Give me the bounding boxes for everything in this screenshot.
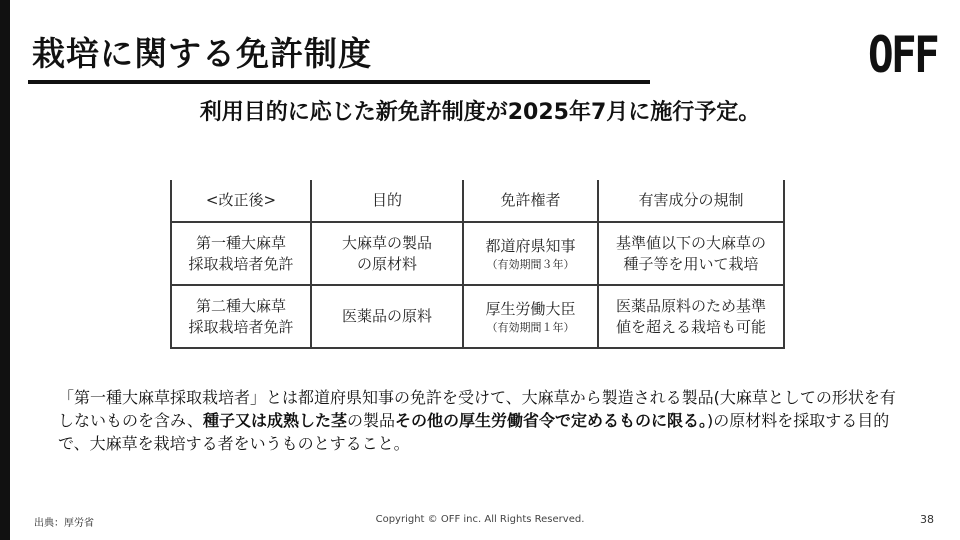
row-authority [463,222,598,285]
regulation-line2: 種子等を用いて栽培 [623,254,759,273]
row-license-name [171,285,311,348]
authority-note: （有効期間１年） [486,320,575,334]
authority: 厚生労働大臣 [485,299,576,318]
authority: 都道府県知事 [485,236,576,255]
table-row [171,222,784,285]
purpose-line1: 医薬品の原料 [341,307,432,325]
copyright: Copyright © OFF inc. All Rights Reserved. [375,514,585,525]
slide-title: 栽培に関する免許制度 [32,34,372,73]
purpose-line2: の原材料 [356,254,417,273]
license-name-line1: 第一種大麻草 [195,233,286,252]
definition-text-1: 「第一種大麻草採取栽培者」とは都道府県知事の免許を受けて、大麻草から製造される製品(大麻草としての形状を有しないものを含み、 [58,388,896,430]
license-table [170,180,785,349]
page-number: 38 [920,513,934,526]
header-purpose: 目的 [311,180,463,222]
license-name-line2: 採取栽培者免許 [188,317,294,336]
table-row [171,285,784,348]
row-regulation [598,222,784,285]
authority-note: （有効期間３年） [486,257,575,271]
title-underline [28,80,650,84]
definition-text-2: の製品 [346,411,395,430]
header-authority: 免許権者 [463,180,598,222]
license-name-line2: 採取栽培者免許 [188,254,294,273]
row-authority [463,285,598,348]
regulation-line2: 値を超える栽培も可能 [615,317,766,336]
left-accent-bar [0,0,10,540]
definition-bold-2: その他の厚生労働省令で定めるものに限る。 [395,411,708,430]
row-purpose [311,285,463,348]
regulation-line1: 基準値以下の大麻草の [615,233,766,252]
license-name-line1: 第二種大麻草 [195,296,286,315]
table-header-row [171,180,784,222]
header-regulation: 有害成分の規制 [598,180,784,222]
row-license-name [171,222,311,285]
slide-subtitle: 利用目的に応じた新免許制度が2025年7月に施行予定。 [199,100,761,125]
definition-text-3: )の原材料を採取する目的で、大麻草を栽培する者をいうものとすること。 [58,411,890,453]
row-purpose [311,222,463,285]
regulation-line1: 医薬品原料のため基準 [615,296,766,315]
table-label: <改正後> [171,180,311,222]
purpose-line1: 大麻草の製品 [341,233,432,252]
definition-bold-1: 種子又は成熟した茎 [202,411,347,430]
source-note: 出典：厚労省 [34,518,94,529]
brand-logo: OFF [868,26,938,84]
row-regulation [598,285,784,348]
definition-paragraph [58,386,908,455]
